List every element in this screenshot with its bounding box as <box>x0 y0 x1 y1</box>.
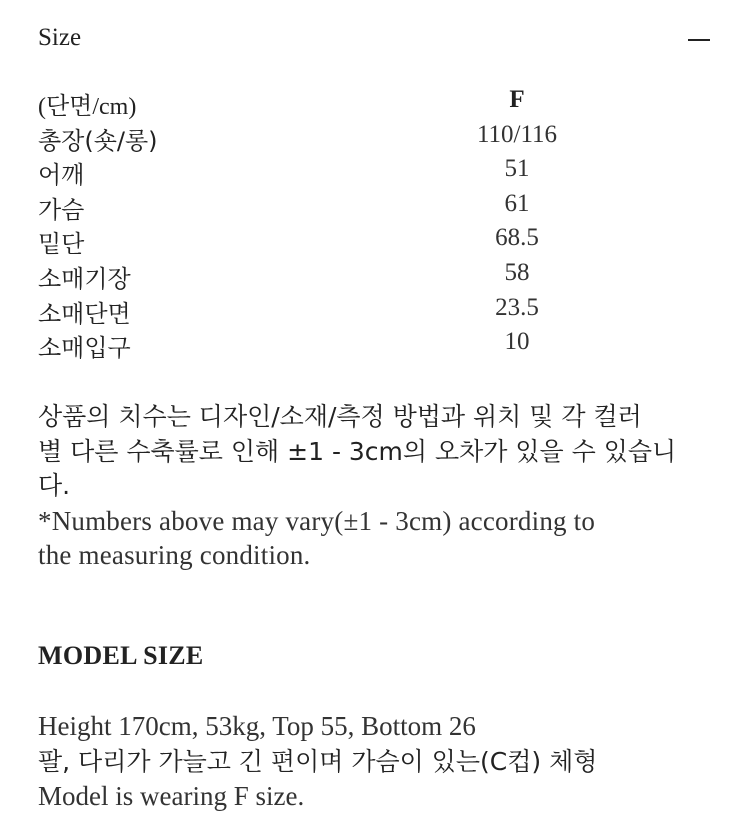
table-row <box>38 259 598 294</box>
table-row <box>38 190 598 225</box>
measure-label: 가슴 <box>38 195 85 224</box>
size-table-header <box>38 86 598 121</box>
size-column-header: F <box>509 86 525 113</box>
minus-icon <box>688 39 710 41</box>
table-row <box>38 224 598 259</box>
measure-label: 소매단면 <box>38 299 131 328</box>
measure-value: 58 <box>504 258 530 286</box>
unit-label: (단면/cm) <box>38 94 137 120</box>
size-table <box>38 86 598 363</box>
measure-value: 10 <box>504 328 530 356</box>
size-notice <box>38 400 718 573</box>
notice-english: *Numbers above may vary(±1 - 3cm) according to the measuring condition. <box>38 505 596 570</box>
measure-value: 68.5 <box>495 224 539 252</box>
table-row <box>38 155 598 190</box>
measure-value: 110/116 <box>476 120 558 148</box>
model-measurements: Height 170cm, 53kg, Top 55, Bottom 26 <box>38 711 476 741</box>
notice-korean: 상품의 치수는 디자인/소재/측정 방법과 위치 및 각 컬러 별 다른 수축률로 인해 ±1 - 3cm의 오차가 있을 수 있습니 다. <box>38 402 677 500</box>
measure-value: 61 <box>504 189 530 217</box>
model-info <box>38 709 718 814</box>
measure-label: 소매입구 <box>38 334 131 363</box>
table-row <box>38 121 598 156</box>
measure-value: 51 <box>504 155 530 183</box>
measure-value: 23.5 <box>495 293 539 321</box>
model-wearing-size: Model is wearing F size. <box>38 781 305 811</box>
measure-label: 밑단 <box>38 230 85 259</box>
measure-label: 총장(숏/롱) <box>38 126 158 155</box>
measure-label: 어깨 <box>38 161 85 190</box>
model-body-type: 팔, 다리가 가늘고 긴 편이며 가슴이 있는(C컵) 체형 <box>38 747 598 776</box>
size-section-header[interactable] <box>38 22 712 62</box>
table-row <box>38 328 598 363</box>
size-section-title: Size <box>38 24 82 51</box>
model-size-title: MODEL SIZE <box>38 641 204 670</box>
measure-label: 소매기장 <box>38 264 131 293</box>
table-row <box>38 294 598 329</box>
collapse-button[interactable] <box>682 22 712 58</box>
